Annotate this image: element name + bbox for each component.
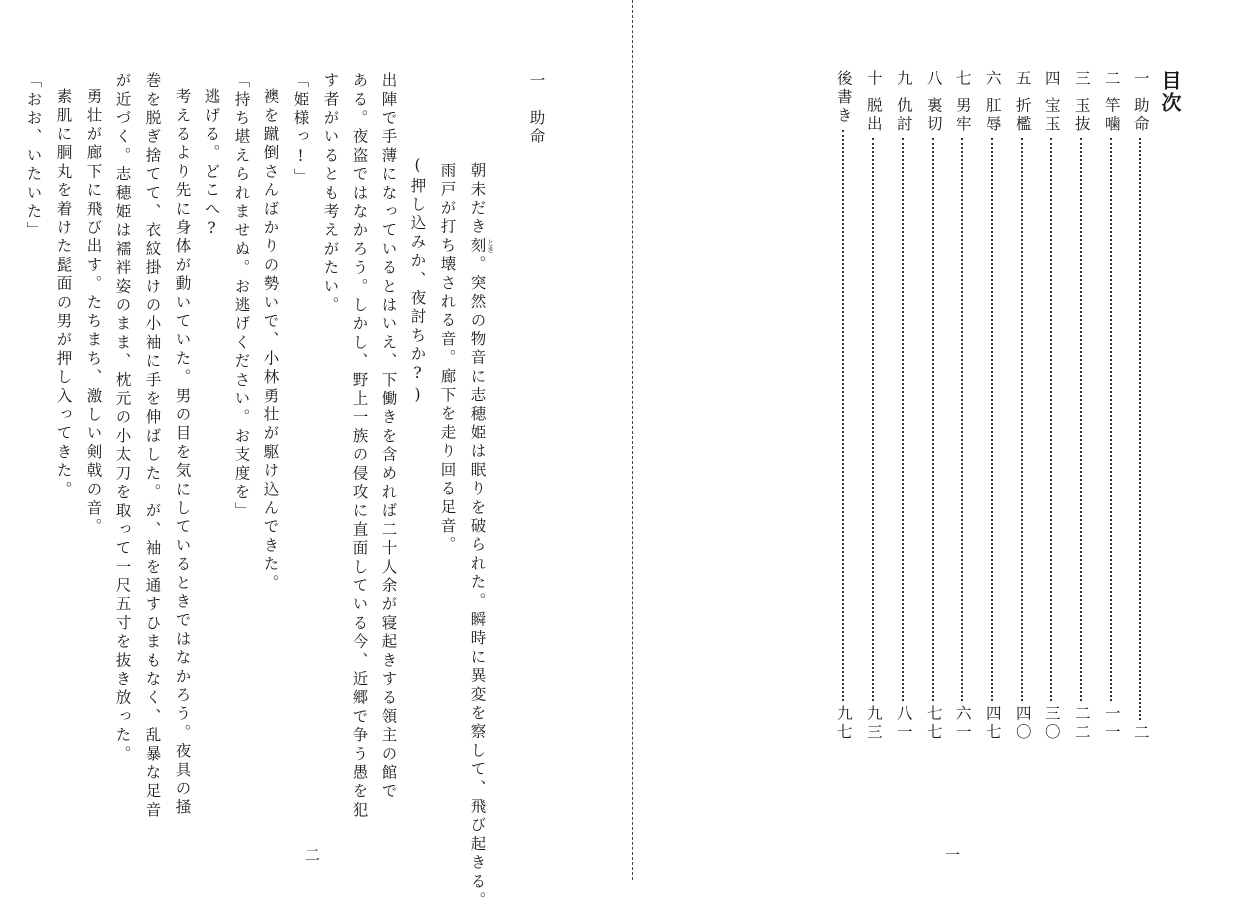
toc-page-number: 四七 xyxy=(983,705,1002,742)
toc-chapter-title: 肛辱 xyxy=(983,96,1002,134)
page-number: 一 xyxy=(945,846,961,864)
toc-chapter-title: 脱出 xyxy=(864,96,883,134)
body-line: 素肌に胴丸を着けた髭面の男が押し入ってきた。 xyxy=(54,88,73,500)
toc-leader xyxy=(872,138,874,702)
body-line: 巻を脱ぎ捨てて、衣紋掛けの小袖に手を伸ばした。が、袖を通すひまもなく、乱暴な足音 xyxy=(143,72,162,820)
body-line: 「姫様っ!」 xyxy=(291,72,310,187)
toc-chapter-title: 折檻 xyxy=(1013,96,1032,134)
toc-entry[interactable] xyxy=(1131,70,1149,742)
toc-chapter-title: 仇討 xyxy=(894,96,913,134)
toc-entry[interactable] xyxy=(953,70,971,742)
body-line: 勇壮が廊下に飛び出す。たちまち、激しい剣戟の音。 xyxy=(84,88,103,537)
toc-title: 目次 xyxy=(1158,70,1182,114)
toc-leader xyxy=(1021,138,1023,702)
toc-entry[interactable] xyxy=(1013,70,1031,742)
toc-leader xyxy=(932,138,934,702)
body-line: 襖を蹴倒さんばかりの勢いで、小林勇壮が駆け込んできた。 xyxy=(261,88,280,593)
body-line xyxy=(468,162,495,910)
body-line: 逃げる。どこへ? xyxy=(202,88,221,241)
ruby-reading: とき xyxy=(486,238,495,253)
body-line-part: 朝未だき xyxy=(468,162,487,237)
toc-leader xyxy=(902,138,904,702)
body-line: ある。夜盗ではなかろう。しかし、野上一族の侵攻に直面している今、近郷で争う愚を犯 xyxy=(350,72,369,820)
toc-chapter-number: 四 xyxy=(1042,70,1061,89)
toc-chapter-number: 六 xyxy=(983,70,1002,89)
toc-entry[interactable] xyxy=(983,70,1001,742)
toc-page-number: 七七 xyxy=(924,705,943,742)
toc-page-number: 六一 xyxy=(953,705,972,742)
toc-entry[interactable] xyxy=(1042,70,1060,742)
body-line: 「持ち堪えられませぬ。お逃げください。お支度を」 xyxy=(232,72,251,521)
toc-page-number: 二二 xyxy=(1072,705,1091,742)
body-line: 考えるより先に身体が動いていた。男の目を気にしているときではなかろう。夜具の掻 xyxy=(173,88,192,818)
ruby-base: 刻 xyxy=(468,236,487,256)
toc-leader xyxy=(1139,138,1141,720)
toc-chapter-number: 七 xyxy=(953,70,972,89)
toc-chapter-number: 十 xyxy=(864,70,883,89)
toc-chapter-title: 宝玉 xyxy=(1042,96,1061,134)
toc-chapter-number: 八 xyxy=(924,70,943,89)
toc-entry[interactable] xyxy=(924,70,942,742)
toc-page-number: 八一 xyxy=(894,705,913,742)
body-line: が近づく。志穂姫は襦袢姿のまま、枕元の小太刀を取って一尺五寸を抜き放った。 xyxy=(113,72,132,764)
ruby-word xyxy=(468,236,495,256)
toc-leader xyxy=(842,130,844,702)
body-line-part: 。突然の物音に志穂姫は眠りを破られた。瞬時に異変を察して、飛び起きる。 xyxy=(468,255,487,910)
toc-leader xyxy=(1110,138,1112,702)
toc-chapter-title: 竿噛 xyxy=(1102,96,1121,134)
toc-entry[interactable] xyxy=(1072,70,1090,742)
toc-page-number: 三〇 xyxy=(1042,705,1061,742)
toc-page-number: 九七 xyxy=(834,705,853,742)
body-line: 「おお、いたいた」 xyxy=(24,72,43,241)
toc-chapter-title: 男牢 xyxy=(953,96,972,134)
body-line: (押し込みか、夜討ちか?) xyxy=(408,156,427,407)
toc-chapter-number: 二 xyxy=(1102,70,1121,89)
toc-chapter-number: 一 xyxy=(1131,70,1150,89)
toc-chapter-title: 裏切 xyxy=(924,96,943,134)
toc-page xyxy=(636,0,1260,880)
toc-page-number: 二 xyxy=(1131,723,1150,742)
toc-chapter-title: 後書き xyxy=(834,70,853,126)
toc-leader xyxy=(1050,138,1052,702)
chapter-heading: 一 助命 xyxy=(527,72,546,147)
body-line: す者がいるとも考えがたい。 xyxy=(321,72,340,316)
toc-chapter-number: 五 xyxy=(1013,70,1032,89)
toc-entry-afterword[interactable] xyxy=(834,70,852,742)
toc-page-number: 四〇 xyxy=(1013,705,1032,742)
toc-chapter-number: 三 xyxy=(1072,70,1091,89)
toc-page-number: 九三 xyxy=(864,705,883,742)
toc-leader xyxy=(991,138,993,702)
toc-entry[interactable] xyxy=(894,70,912,742)
page-number: 二 xyxy=(305,846,321,864)
body-line: 雨戸が打ち壊される音。廊下を走り回る足音。 xyxy=(438,162,457,555)
toc-entry[interactable] xyxy=(1102,70,1120,742)
toc-entry[interactable] xyxy=(864,70,882,742)
toc-chapter-number: 九 xyxy=(894,70,913,89)
page-divider xyxy=(632,0,633,880)
toc-chapter-title: 助命 xyxy=(1131,96,1150,134)
toc-leader xyxy=(1080,138,1082,702)
toc-chapter-title: 玉抜 xyxy=(1072,96,1091,134)
body-line: 出陣で手薄になっているとはいえ、下働きを含めれば二十人余が寝起きする領主の館で xyxy=(379,72,398,802)
toc-page-number: 一一 xyxy=(1102,705,1121,742)
toc-leader xyxy=(961,138,963,702)
